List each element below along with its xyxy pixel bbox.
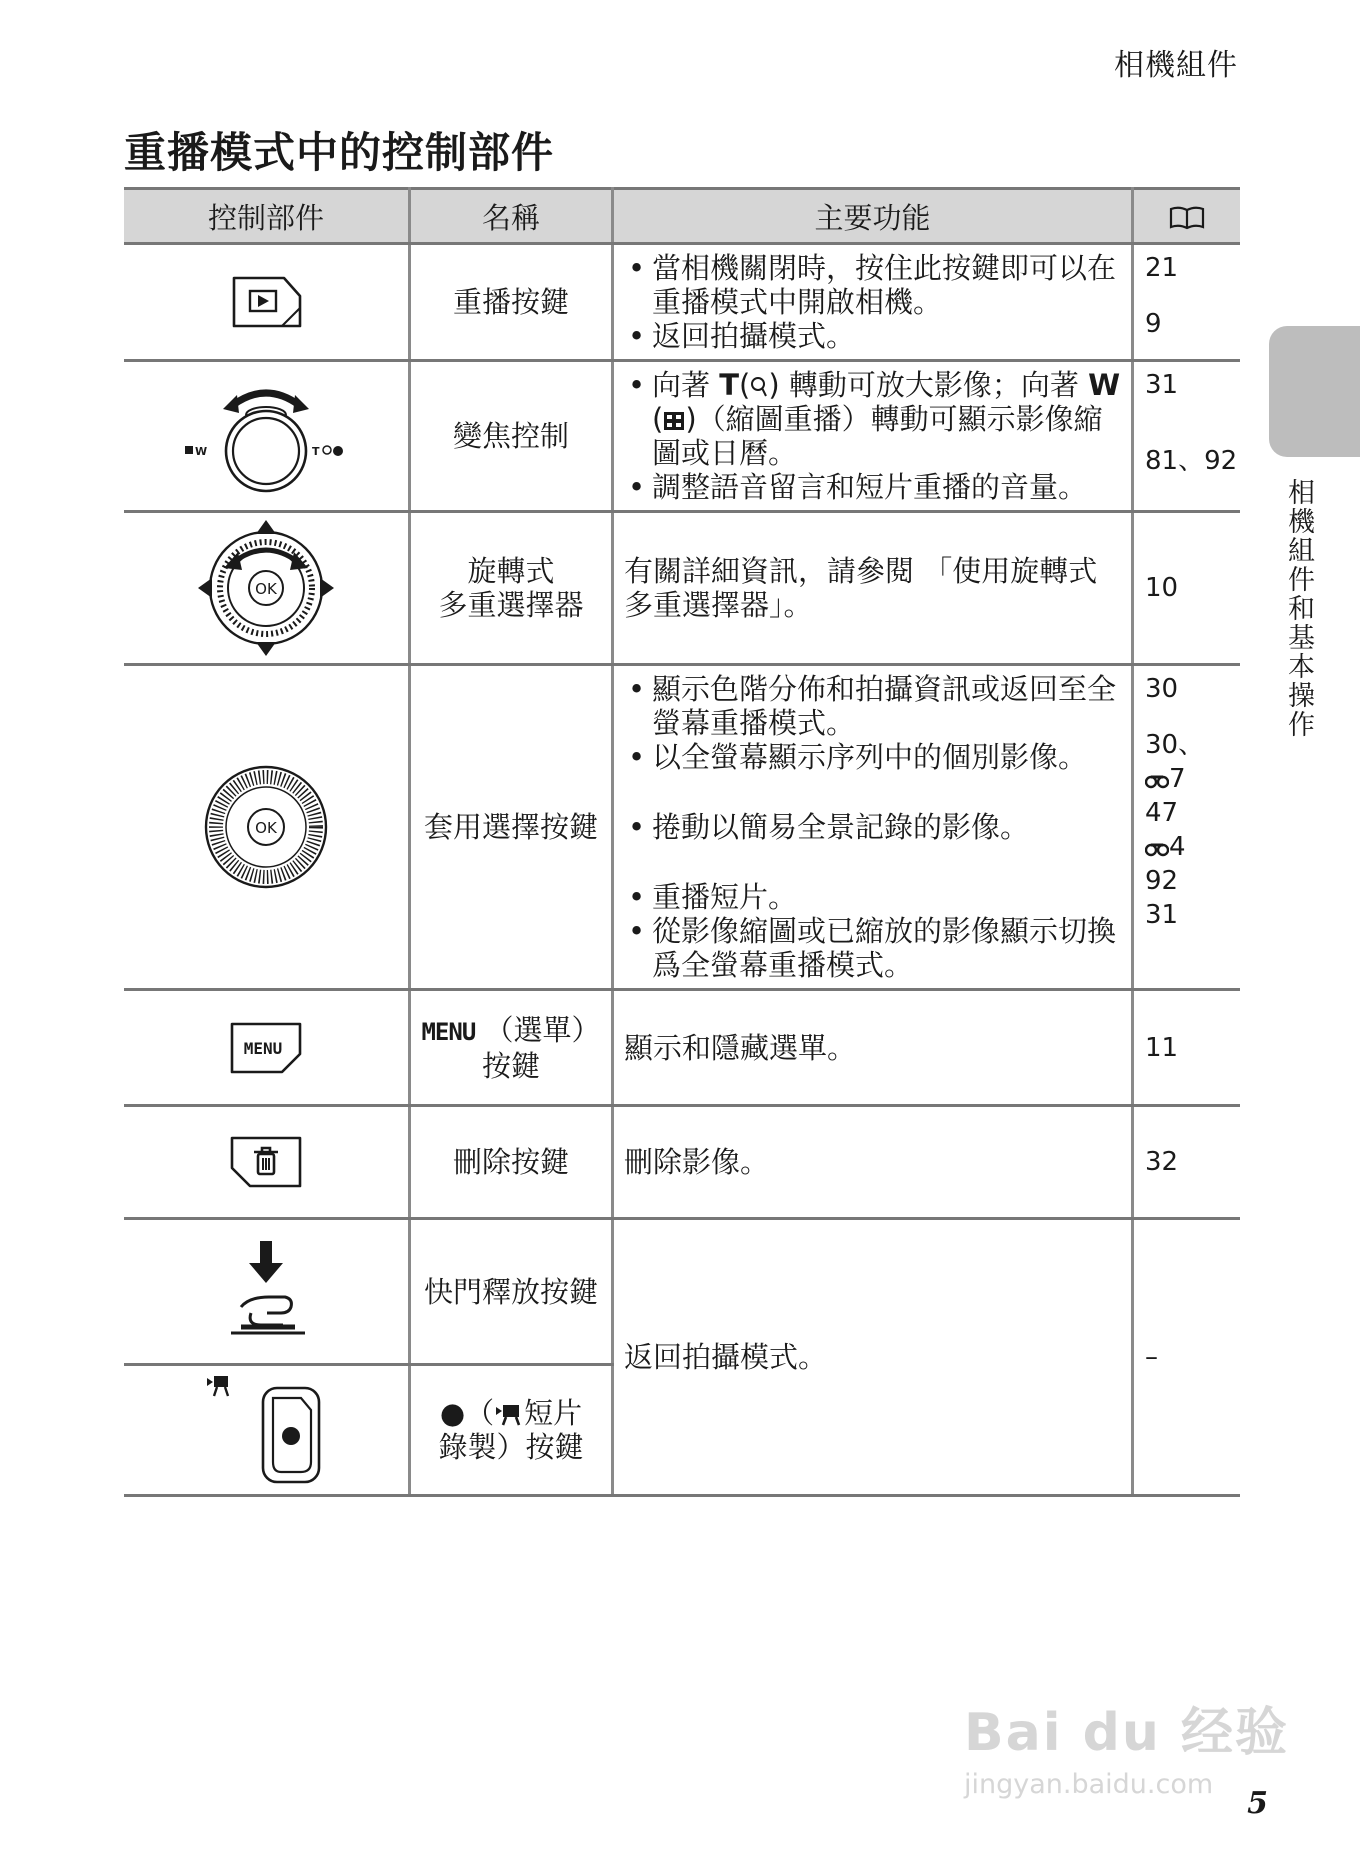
control-name: 套用選擇按鍵 — [410, 665, 613, 990]
function-cell: 返回拍攝模式。 — [613, 1219, 1133, 1496]
menu-button-icon — [226, 1020, 306, 1076]
page-ref: 92 — [1145, 866, 1179, 896]
column-header-control: 控制部件 — [124, 189, 410, 244]
page-number: 5 — [1247, 1786, 1268, 1821]
page-cell — [1133, 1106, 1241, 1219]
function-cell: 刪除影像。 — [613, 1106, 1133, 1219]
function-item: • 當相機關閉時，按住此按鍵即可以在重播模式中開啟相機。 — [624, 251, 1123, 319]
function-item: • 捲動以簡易全景記錄的影像。 — [624, 810, 1123, 844]
control-name-text: 短片 — [524, 1396, 583, 1430]
function-item: • 以全螢幕顯示序列中的個別影像。 — [624, 740, 1123, 774]
control-cell — [124, 1106, 410, 1219]
control-name — [410, 1365, 613, 1496]
table-row — [124, 665, 1240, 990]
control-name — [410, 512, 613, 665]
page-ref: 7 — [1169, 764, 1186, 794]
page-ref: 10 — [1145, 573, 1179, 603]
thumbnail-icon — [663, 411, 685, 431]
apply-selection-button-icon — [201, 762, 331, 892]
playback-button-icon — [228, 274, 304, 330]
control-name-line: 旋轉式 — [467, 554, 555, 588]
page-ref: 21 — [1145, 253, 1179, 283]
function-item: • 顯示色階分佈和拍攝資訊或返回至全螢幕重播模式。 — [624, 672, 1123, 740]
magnify-icon — [750, 376, 768, 398]
function-text: )（縮圖重播）轉動可顯示影像縮圖或日曆。 — [652, 402, 1103, 470]
control-cell — [124, 990, 410, 1106]
control-name: 刪除按鍵 — [410, 1106, 613, 1219]
watermark-url: jingyan.baidu.com — [964, 1769, 1214, 1800]
column-header-pages — [1133, 189, 1241, 244]
control-name-text: ●（ — [439, 1396, 495, 1430]
delete-button-icon — [226, 1134, 306, 1190]
column-header-function: 主要功能 — [613, 189, 1133, 244]
controls-table — [124, 187, 1240, 1497]
function-cell — [613, 665, 1133, 990]
svg-text:OK: OK — [255, 580, 277, 598]
reference-section-icon — [1145, 839, 1169, 857]
page-ref: 30 — [1145, 674, 1179, 704]
table-row — [124, 990, 1240, 1106]
table-row — [124, 361, 1240, 512]
control-name: 重播按鍵 — [410, 244, 613, 361]
page-ref: – — [1145, 1342, 1158, 1372]
control-cell — [124, 244, 410, 361]
page-ref-reference — [1145, 830, 1240, 864]
page-cell — [1133, 244, 1241, 361]
table-header-row — [124, 189, 1240, 244]
page-ref: 81、92 — [1145, 446, 1238, 476]
control-name-line: 按鍵 — [481, 1048, 540, 1083]
function-item: • 從影像縮圖或已縮放的影像顯示切換爲全螢幕重播模式。 — [624, 914, 1123, 982]
column-header-name: 名稱 — [410, 189, 613, 244]
page-ref: 32 — [1145, 1147, 1179, 1177]
control-name — [410, 990, 613, 1106]
page-ref: 30、 — [1145, 730, 1205, 760]
zoom-w-label: W — [195, 445, 208, 458]
function-text: ( — [739, 368, 751, 402]
baidu-watermark — [964, 1690, 1289, 1800]
function-item: • 返回拍攝模式。 — [624, 319, 1123, 353]
ok-label: OK — [255, 819, 277, 837]
control-name-line: 多重選擇器 — [438, 588, 584, 622]
page-title: 重播模式中的控制部件 — [124, 128, 555, 177]
control-cell — [124, 512, 410, 665]
table-row — [124, 244, 1240, 361]
control-cell — [124, 665, 410, 990]
page-ref: 9 — [1145, 309, 1162, 339]
page-ref: 31 — [1145, 370, 1179, 400]
table-row — [124, 1219, 1240, 1365]
page-ref: 4 — [1169, 832, 1186, 862]
page-cell — [1133, 1219, 1241, 1496]
control-name: 快門釋放按鍵 — [410, 1219, 613, 1365]
function-item: • 調整語音留言和短片重播的音量。 — [624, 470, 1123, 504]
function-cell: 有關詳細資訊，請參閱 「使用旋轉式多重選擇器」。 — [613, 512, 1133, 665]
page-ref-reference — [1145, 762, 1240, 796]
zoom-control-icon — [181, 375, 351, 497]
page-cell — [1133, 665, 1241, 990]
control-name-line: 錄製）按鍵 — [438, 1430, 584, 1464]
zoom-t-label: T — [312, 445, 320, 458]
side-tab-label: 相機組件和基本操作 — [1283, 478, 1314, 739]
movie-icon — [494, 1403, 524, 1427]
menu-icon-label: MENU — [243, 1038, 283, 1058]
movie-record-button-icon — [201, 1370, 331, 1490]
side-tab — [1269, 326, 1360, 457]
menu-word: MENU — [421, 1017, 476, 1046]
rotary-multi-selector-icon — [196, 518, 336, 658]
function-text: 向著 — [652, 368, 711, 402]
watermark-main: Bai du 经验 — [964, 1703, 1289, 1763]
page-cell — [1133, 361, 1241, 512]
function-item — [624, 368, 1123, 470]
function-item: • 重播短片。 — [624, 880, 1123, 914]
control-name-line — [412, 1013, 610, 1049]
page-ref: 11 — [1145, 1032, 1179, 1063]
function-text: ( — [652, 402, 664, 436]
page-cell — [1133, 512, 1241, 665]
control-cell — [124, 1365, 410, 1496]
control-name: 變焦控制 — [410, 361, 613, 512]
function-cell: 顯示和隱藏選單。 — [613, 990, 1133, 1106]
table-row — [124, 512, 1240, 665]
tele-label: T — [719, 368, 740, 402]
table-row — [124, 1106, 1240, 1219]
control-cell — [124, 1219, 410, 1365]
page-ref: 47 — [1145, 798, 1179, 828]
function-cell — [613, 244, 1133, 361]
reference-section-icon — [1145, 771, 1169, 789]
function-cell — [613, 361, 1133, 512]
control-name-text: （選單） — [484, 1012, 601, 1047]
section-title: 相機組件 — [1114, 48, 1238, 83]
control-name-line — [412, 1396, 610, 1430]
page-cell — [1133, 990, 1241, 1106]
function-text: ) 轉動可放大影像；向著 — [768, 368, 1079, 402]
wide-label: W — [1088, 368, 1121, 402]
page-ref: 31 — [1145, 900, 1179, 930]
control-cell — [124, 361, 410, 512]
shutter-release-icon — [211, 1237, 321, 1347]
book-reference-icon — [1168, 205, 1206, 231]
